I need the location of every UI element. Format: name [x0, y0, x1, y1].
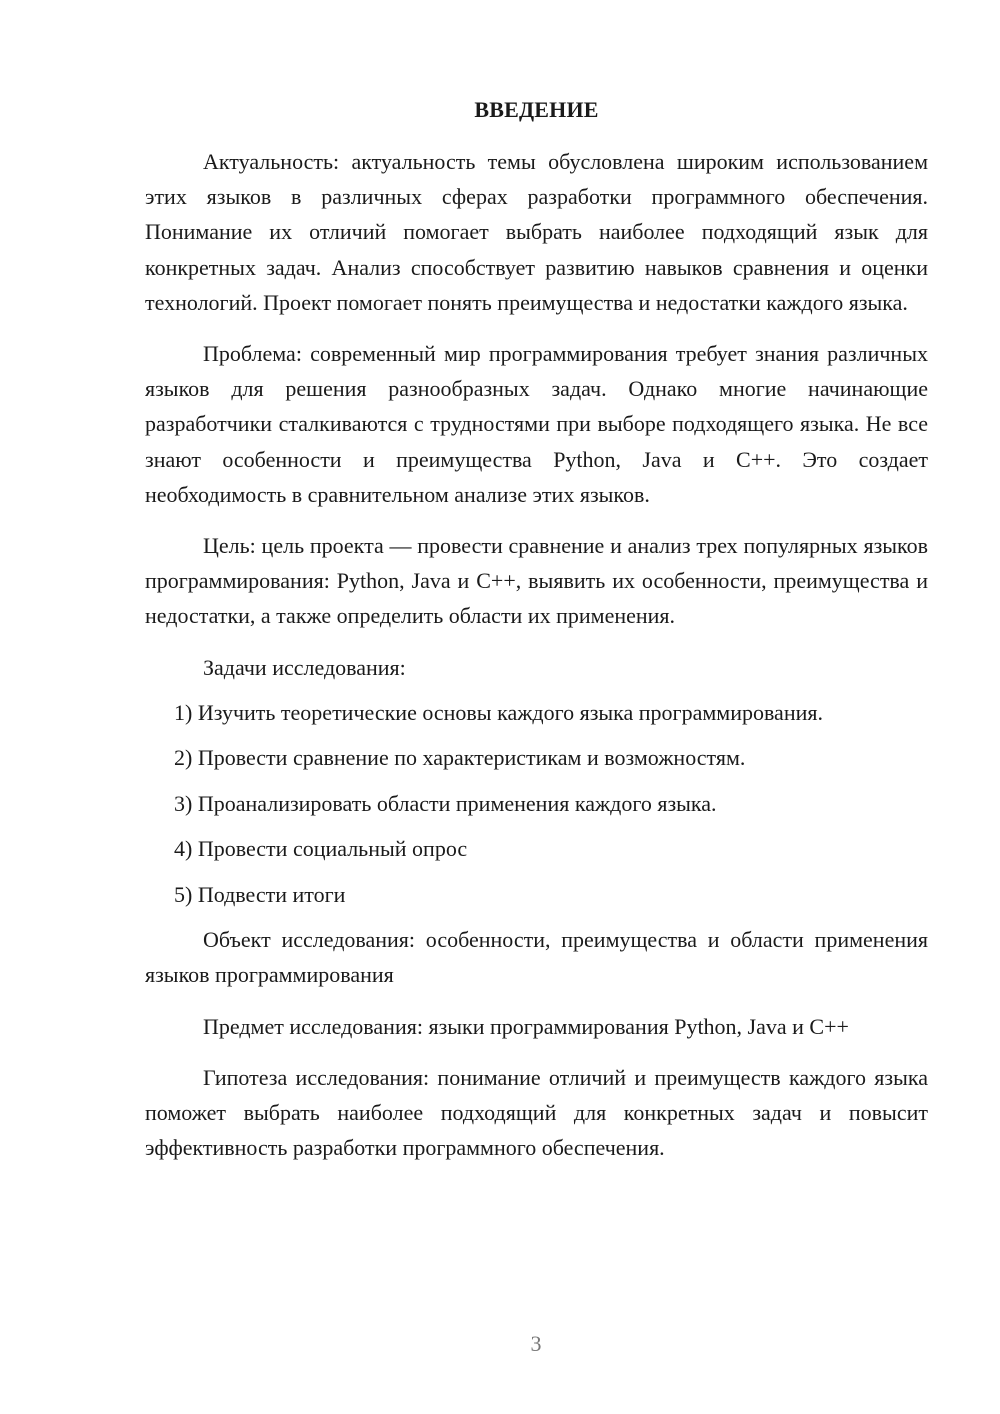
task-item: 2) Провести сравнение по характеристикам и возможностям.	[174, 745, 746, 771]
task-item: 5) Подвести итоги	[174, 881, 346, 907]
paragraph-problem: Проблема: современный мир программирования требует знания различных языков для решения разнообразных задач. Однако многие начинающие разработчики сталкиваются с трудностями при выборе подходящего языка. Не все знают особенности и преимущества Python, Java и C++. Это создает необходимость в сравнительном анализе этих языков.	[145, 341, 928, 507]
task-item: 4) Провести социальный опрос	[174, 836, 468, 862]
page-number: 3	[530, 1331, 542, 1356]
tasks-list	[145, 695, 928, 912]
paragraph-subject: Предмет исследования: языки программирования Python, Java и C++	[203, 1013, 849, 1039]
task-item: 1) Изучить теоретические основы каждого языка программирования.	[174, 699, 823, 725]
paragraph-goal: Цель: цель проекта — провести сравнение и анализ трех популярных языков программирования: Python, Java и C++, выявить их особенности, преимущества и недостатки, а также определить области их применения.	[145, 533, 928, 629]
paragraph-hypothesis: Гипотеза исследования: понимание отличий и преимуществ каждого языка поможет выбрать наиболее подходящий для конкретных задач и повысит эффективность разработки программного обеспечения.	[145, 1064, 928, 1161]
section-title: ВВЕДЕНИЕ	[474, 97, 599, 122]
paragraph-object: Объект исследования: особенности, преимущества и области применения языков программирования	[145, 927, 928, 988]
document-page	[145, 92, 928, 1181]
task-item: 3) Проанализировать области применения каждого языка.	[174, 790, 717, 816]
paragraph-relevance: Актуальность: актуальность темы обусловлена широким использованием этих языков в различных сферах разработки программного обеспечения. Понимание их отличий помогает выбрать наиболее подходящий язык для конкретных задач. Анализ способствует развитию навыков сравнения и оценки технологий. Проект помогает понять преимущества и недостатки каждого языка.	[145, 149, 928, 315]
tasks-heading: Задачи исследования:	[203, 654, 406, 680]
